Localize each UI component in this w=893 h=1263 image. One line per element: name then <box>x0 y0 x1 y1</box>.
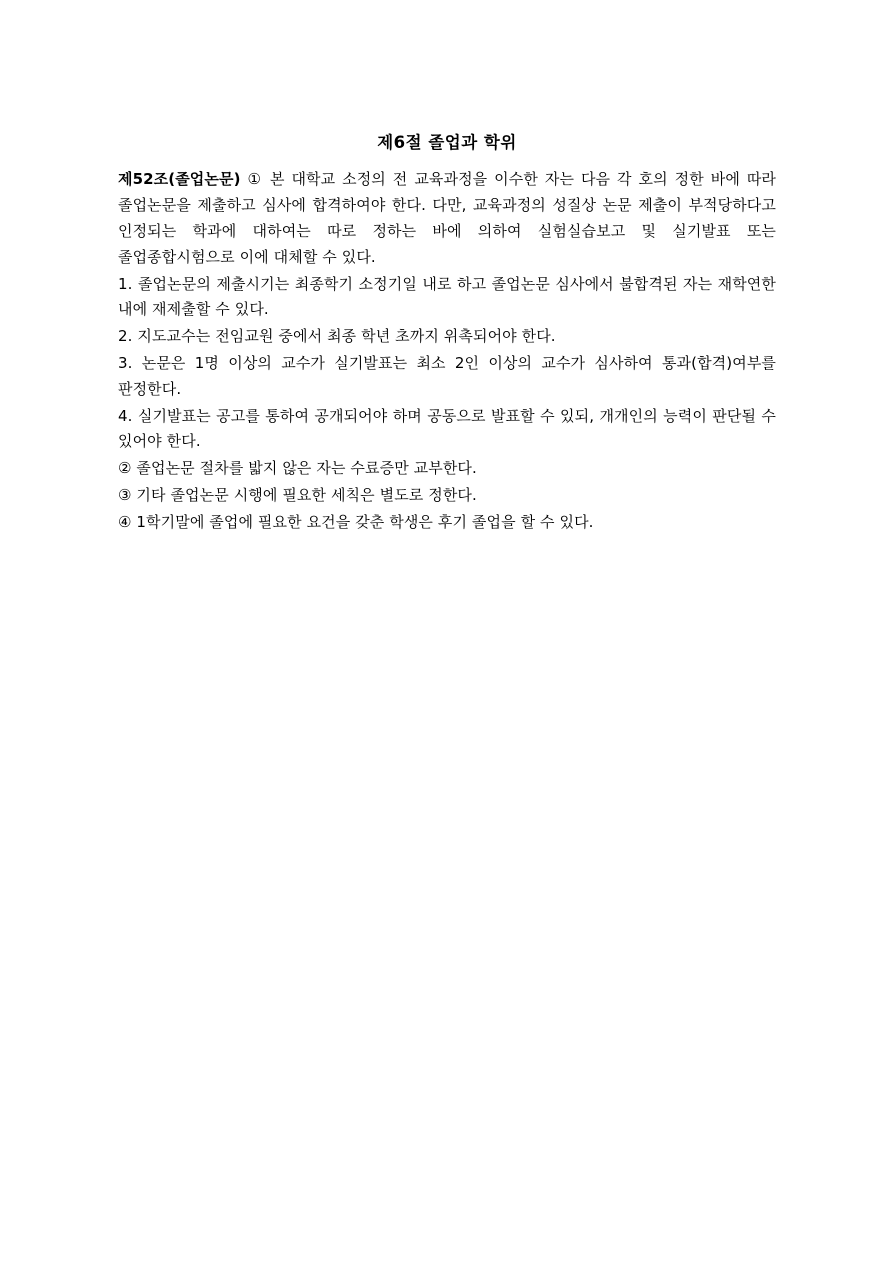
article-number-label: 제52조(졸업논문) <box>118 170 241 189</box>
article-text: ① 본 대학교 소정의 전 교육과정을 이수한 자는 다음 각 호의 정한 바에 따라 졸업논문을 제출하고 심사에 합격하여야 한다. 다만, 교육과정의 성질상 논문 제출이 부적당하다고 인정되는 학과에 대하여는 따로 정하는 바에 의하여 실험실습보고 및 실기발표 또는 졸업종합시험으로 이에 대체할 수 있다. <box>118 170 777 266</box>
article-paragraph-52 <box>118 167 776 270</box>
clause-2: ② 졸업논문 절차를 밟지 않은 자는 수료증만 교부한다. <box>118 459 477 478</box>
list-item-2: 2. 지도교수는 전임교원 중에서 최종 학년 초까지 위촉되어야 한다. <box>118 327 556 346</box>
clause-4: ④ 1학기말에 졸업에 필요한 요건을 갖춘 학생은 후기 졸업을 할 수 있다. <box>118 512 594 531</box>
list-item-4: 4. 실기발표는 공고를 통하여 공개되어야 하며 공동으로 발표할 수 있되, 개개인의 능력이 판단될 수 있어야 한다. <box>118 406 776 451</box>
document-body <box>118 132 776 537</box>
page-title: 제6절 졸업과 학위 <box>377 133 517 152</box>
list-item-1: 1. 졸업논문의 제출시기는 최종학기 소정기일 내로 하고 졸업논문 심사에서 불합격된 자는 재학연한 내에 재제출할 수 있다. <box>118 274 776 319</box>
list-item-3: 3. 논문은 1명 이상의 교수가 실기발표는 최소 2인 이상의 교수가 심사하여 통과(합격)여부를 판정한다. <box>118 354 776 398</box>
clause-3: ③ 기타 졸업논문 시행에 필요한 세칙은 별도로 정한다. <box>118 486 477 504</box>
